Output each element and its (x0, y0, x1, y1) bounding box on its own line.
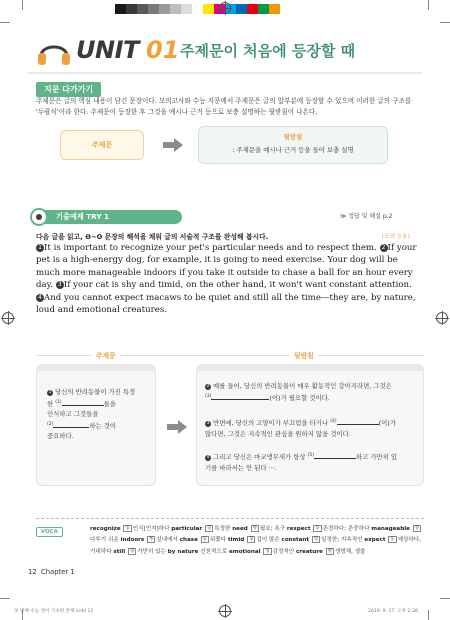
vocab-word: still (113, 548, 126, 555)
part-of-speech: 부 (149, 537, 154, 543)
vocab-word: by nature (167, 548, 199, 555)
support-description: : 주제문을 예시나 근거 등을 들어 보충 설명 (232, 146, 354, 154)
answer-blank-3[interactable] (211, 393, 269, 400)
section-tag: 지문 다가가기 (36, 82, 101, 97)
color-swatch (269, 4, 280, 14)
bullet-dot-icon (30, 208, 48, 226)
headphone-icon (36, 38, 72, 66)
answer-reference: ≫ 정답 및 해설 p.2 (340, 213, 393, 220)
color-swatch (192, 4, 203, 14)
color-swatch (148, 4, 159, 14)
color-swatch (137, 4, 148, 14)
part-of-speech: 형 (206, 526, 212, 531)
registration-mark-icon (2, 312, 14, 324)
sentence-number-1: 1 (36, 244, 44, 252)
vocab-word: emotional (228, 548, 261, 555)
header-divider (28, 72, 422, 74)
print-color-bar (115, 4, 291, 14)
sentence-1: It is important to recognize your pet's particular needs and to respect them. (44, 243, 377, 253)
crop-mark (0, 598, 10, 599)
color-swatch (170, 4, 181, 14)
sentence-4: And you cannot expect macaws to be quiet and still all the time—they are, by nature, loud and emotional creatures. (36, 292, 416, 316)
support-item-4: 4 그리고 당신은 마코앵무새가 항상 $^{(5)}$ 하고 가만히 있 기를 바라서는 안 된다 ···. (205, 453, 398, 472)
item-number: 1 (48, 390, 52, 395)
unit-label: UNIT (76, 36, 139, 64)
print-slug-left: 첫 번째 수능 영어 기초편 본책.indd 12 (14, 609, 94, 614)
vocab-meaning: 겁이 많은 (256, 537, 280, 544)
vocab-meaning: 특정한 (214, 526, 231, 532)
vocab-meaning: 다루기 쉬운 (90, 537, 119, 544)
vocab-meaning: 존경하다; 존중하다 (322, 526, 370, 532)
part-of-speech: 형 (249, 537, 254, 543)
arrow-right-icon (166, 420, 188, 434)
vocab-meaning: 뒤쫓다 (209, 537, 227, 544)
vocab-word: indoors (120, 537, 145, 544)
vocab-meaning: 감정적인 (272, 548, 295, 555)
support-answer-box (196, 364, 424, 486)
organizer-topic-head: 주제문 (92, 350, 120, 360)
vocab-word: particular (171, 526, 203, 532)
vocab-word: recognize (90, 526, 121, 532)
intro-text: 주제문은 글의 핵심 내용이 담긴 문장이다. 모의고사와 수능 지문에서 주제문은 글의 앞부분에 등장할 수 있으며 이러한 글의 구조를 '두괄식'이라 한다. 주제문이 등장한 후 그것을 예시나 근거 등으로 보충 설명하는 뒷받침이 나온다. (36, 97, 412, 116)
part-of-speech: 형 (265, 548, 270, 554)
answer-blank-2[interactable] (53, 421, 89, 428)
vocab-meaning: 인식[인지]하다 (132, 526, 170, 532)
registration-mark-icon (436, 312, 448, 324)
vocab-word: manageable (371, 526, 410, 532)
color-swatch (203, 4, 214, 14)
answer-blank-4[interactable] (337, 418, 379, 425)
sentence-number-2: 2 (380, 244, 388, 252)
vocab-meaning: 생명체, 생물 (334, 548, 366, 555)
crop-mark (428, 610, 429, 620)
unit-number: 01 (146, 36, 180, 64)
answer-blank-1[interactable] (62, 399, 104, 406)
vocab-word: chase (179, 537, 198, 544)
answer-blank-5[interactable] (314, 452, 356, 459)
registration-mark-icon (219, 2, 231, 14)
color-swatch (258, 4, 269, 14)
sentence-number-4: 4 (36, 294, 44, 302)
part-of-speech: 동 (202, 537, 207, 543)
source-note: [모의 응용] (382, 234, 410, 240)
support-label: 뒷받침 (283, 133, 303, 141)
instruction-text: 다음 글을 읽고, ❶~❹ 문장의 해석을 채워 글의 서술적 구조를 완성해 봅시다. (36, 233, 269, 241)
print-slug-right: 2019. 9. 17. 오후 2:38 (368, 609, 418, 614)
sentence-3: If your cat is shy and timid, on the other hand, it won't want constant attention. (63, 280, 412, 291)
topic-sentence-label: 주제문 (91, 141, 113, 149)
crop-mark (440, 598, 450, 599)
vocab-meaning: 실내에서 (156, 537, 178, 544)
color-swatch (126, 4, 137, 14)
topic-answer-box: 1 당신의 반려동물이 가진 특정 한 $^{(1)}$ 들을 인식하고 그것들을 $^{(2)}$ 하는 것이 중요하다. (36, 364, 156, 486)
reading-passage (36, 242, 420, 316)
vocab-word: creature (295, 548, 323, 555)
organizer-support-head: 뒷받침 (290, 350, 318, 360)
crop-mark (22, 0, 23, 10)
topic-sentence-box (60, 130, 144, 160)
part-of-speech: 동 (125, 526, 130, 531)
vocab-tag: VOCA (36, 527, 63, 537)
vocab-meaning: 필요; 욕구 (259, 526, 286, 532)
page-title: 주제문이 처음에 등장할 때 (180, 42, 356, 60)
vocab-word: need (232, 526, 248, 532)
part-of-speech: 명 (327, 548, 332, 554)
divider (36, 518, 424, 519)
crop-mark (0, 22, 10, 23)
color-swatch (236, 4, 247, 14)
page-number: 12 Chapter 1 (28, 568, 75, 576)
vocab-list (90, 524, 426, 558)
part-of-speech: 형 (313, 537, 319, 543)
support-item-2: 2 예를 들어, 당신의 반려동물이 매우 활동적인 강아지라면, 그것은 $^{(3)}$ (이)가 필요할 것이다. (205, 382, 392, 402)
vocab-meaning: 일정한; 지속적인 (321, 537, 363, 544)
vocab-word: respect (286, 526, 311, 532)
vocab-meaning: 예상하다, 기대하다 (90, 537, 422, 555)
color-swatch (181, 4, 192, 14)
support-box (198, 126, 388, 164)
practice-title: 기출예제 TRY 1 (56, 212, 110, 221)
arrow-right-icon (162, 138, 184, 152)
color-swatch (159, 4, 170, 14)
part-of-speech: 형 (414, 526, 419, 531)
part-of-speech: 동 (390, 537, 395, 543)
sentence-number-3: 3 (56, 281, 64, 289)
vocab-word: constant (281, 537, 310, 544)
support-item-3: 3 반면에, 당신의 고양이가 부끄럼을 타거나 $^{(4)}$ (이)가 많다면, 그것은 지속적인 관심을 원하지 않을 것이다. (205, 419, 396, 438)
part-of-speech: 동 (315, 526, 320, 531)
vocab-meaning: 선천적으로 (200, 548, 228, 555)
color-swatch (247, 4, 258, 14)
color-swatch (280, 4, 291, 14)
vocab-word: expect (364, 537, 386, 544)
part-of-speech: 형 (129, 548, 135, 554)
registration-mark-icon (219, 605, 231, 617)
vocab-word: timid (227, 537, 245, 544)
sentence-2: If your pet is a high-energy dog, for example, it is going to need exercise. Your dog will be much more manageable indoors if you take it outside to chase a ball for an hour every day. (36, 243, 417, 291)
vocab-meaning: 가만히 있는 (137, 548, 166, 555)
crop-mark (440, 22, 450, 23)
crop-mark (428, 0, 429, 10)
part-of-speech: 명 (252, 526, 257, 531)
color-swatch (115, 4, 126, 14)
